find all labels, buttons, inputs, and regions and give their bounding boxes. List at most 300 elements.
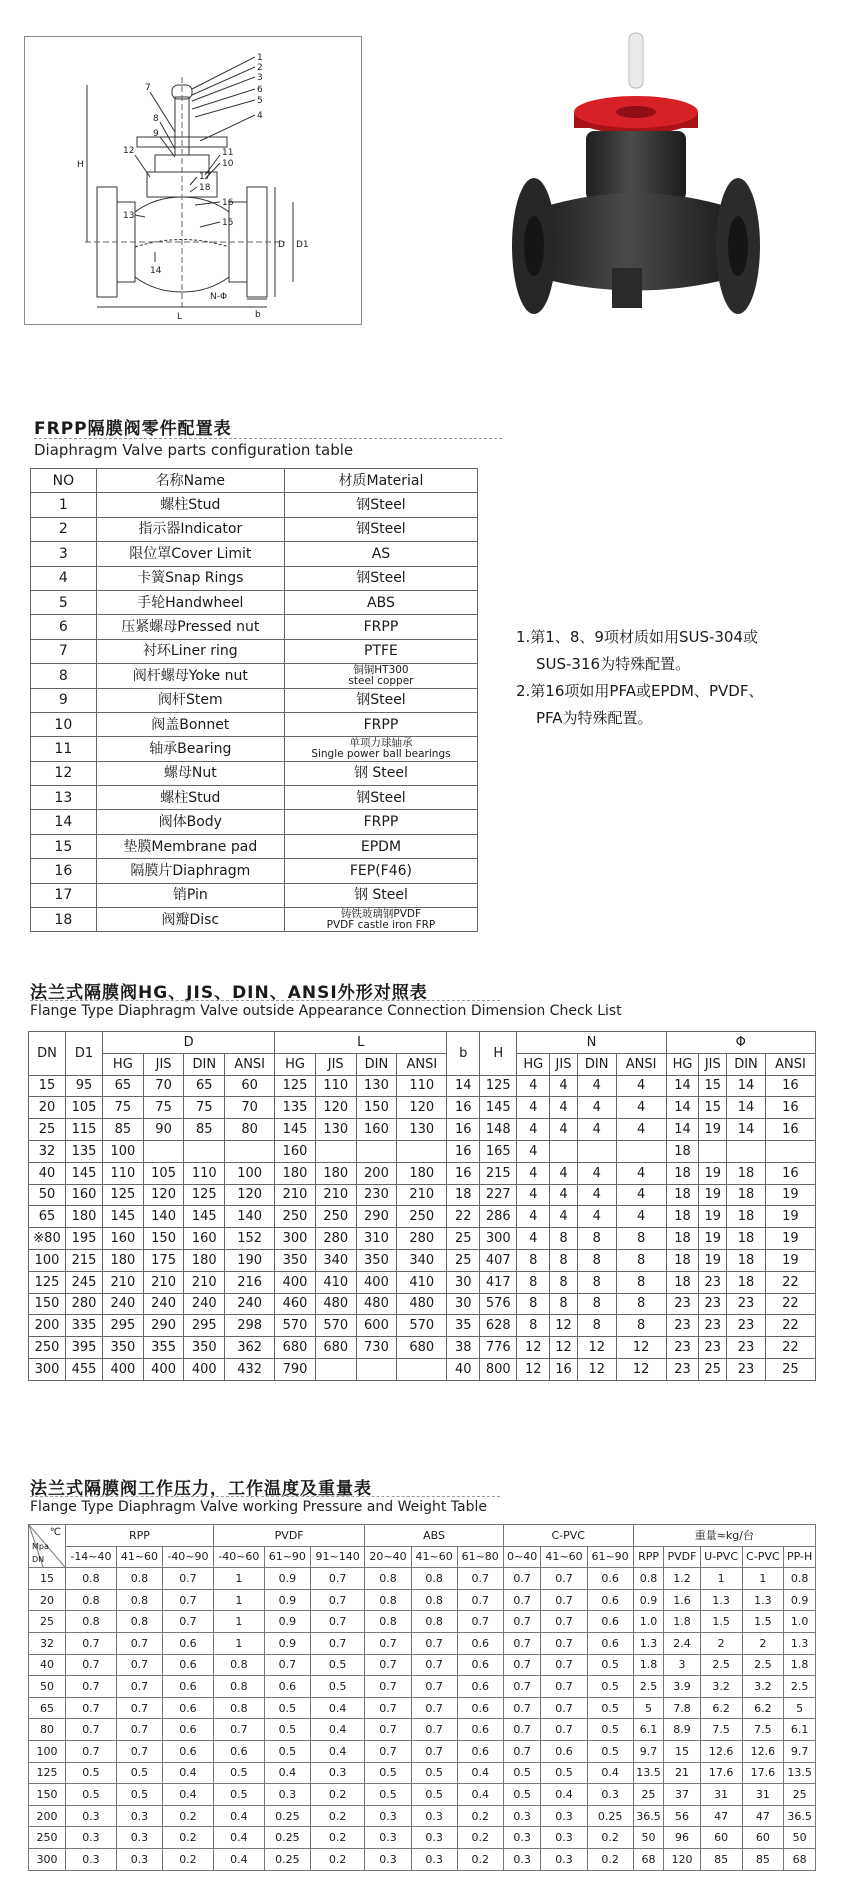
dims-cell: 340 [397, 1249, 447, 1271]
dims-cell: 18 [447, 1184, 480, 1206]
press-cell: 0.6 [457, 1654, 503, 1676]
press-cell: 2 [700, 1632, 742, 1654]
press-cell: 65 [29, 1697, 66, 1719]
dims-cell: 50 [29, 1184, 66, 1206]
dims-cell: 12 [577, 1337, 616, 1359]
press-cell: 300 [29, 1848, 66, 1870]
dims-std-header: ANSI [397, 1053, 447, 1075]
press-cell: 0.4 [163, 1762, 214, 1784]
press-cell: 250 [29, 1827, 66, 1849]
dims-cell: 407 [480, 1249, 517, 1271]
dims-cell: 23 [727, 1315, 766, 1337]
press-cell: 1.6 [664, 1589, 700, 1611]
dims-cell: 85 [184, 1119, 225, 1141]
part-material [284, 908, 477, 932]
dims-cell: 70 [225, 1097, 275, 1119]
dims-header: D [103, 1032, 275, 1054]
press-cell: 0.7 [541, 1611, 587, 1633]
table-row [31, 712, 478, 736]
dims-cell: 16 [765, 1097, 815, 1119]
dims-cell [315, 1358, 356, 1380]
part-material-line: Single power ball bearings [311, 747, 451, 760]
dims-cell: 180 [275, 1162, 316, 1184]
note-line: 2.第16项如用PFA或EPDM、PVDF、 [516, 682, 764, 700]
press-cell: 0.7 [310, 1589, 365, 1611]
press-cell: 68 [633, 1848, 664, 1870]
part-material [284, 737, 477, 761]
drawing-label: 13 [123, 211, 135, 221]
dims-cell: 18 [727, 1271, 766, 1293]
press-cell: 100 [29, 1740, 66, 1762]
table-row [29, 1206, 816, 1228]
drawing-label: 4 [257, 111, 263, 121]
dims-cell: 295 [184, 1315, 225, 1337]
dims-cell: 145 [184, 1206, 225, 1228]
press-range-header: RPP [633, 1546, 664, 1568]
table-row [31, 639, 478, 663]
press-cell: 0.5 [213, 1784, 264, 1806]
press-cell: 0.6 [587, 1589, 633, 1611]
dims-cell: 19 [699, 1249, 727, 1271]
press-cell: 0.7 [116, 1719, 162, 1741]
dims-cell: 4 [577, 1075, 616, 1097]
dims-cell: 125 [275, 1075, 316, 1097]
press-cell: 0.8 [411, 1589, 457, 1611]
dims-subtitle: Flange Type Diaphragm Valve outside Appearance Connection Dimension Check List [30, 1003, 622, 1019]
part-name: 手轮Handwheel [96, 590, 284, 614]
dims-cell: 250 [397, 1206, 447, 1228]
dims-cell: 180 [397, 1162, 447, 1184]
press-cell: 0.7 [503, 1676, 541, 1698]
dims-cell: 8 [550, 1228, 578, 1250]
table-row [29, 1271, 816, 1293]
part-name: 隔膜片Diaphragm [96, 859, 284, 883]
dims-group-row [29, 1032, 816, 1054]
dims-cell: 70 [143, 1075, 184, 1097]
press-cell: 0.9 [264, 1589, 310, 1611]
dims-cell [225, 1140, 275, 1162]
press-cell: 0.5 [213, 1762, 264, 1784]
press-cell: 0.8 [365, 1611, 411, 1633]
table-row [29, 1697, 816, 1719]
dims-cell: 298 [225, 1315, 275, 1337]
dims-cell: 4 [577, 1206, 616, 1228]
dims-cell: 680 [275, 1337, 316, 1359]
dims-cell: 300 [29, 1358, 66, 1380]
dims-cell: 240 [225, 1293, 275, 1315]
dims-cell: 4 [577, 1184, 616, 1206]
press-cell: 0.7 [163, 1568, 214, 1590]
press-cell: 0.6 [163, 1632, 214, 1654]
dims-cell: 18 [727, 1184, 766, 1206]
table-row [29, 1805, 816, 1827]
drawing-label: 12 [123, 146, 135, 156]
press-cell: 0.6 [587, 1568, 633, 1590]
press-cell: 1 [213, 1632, 264, 1654]
part-no: 5 [31, 590, 97, 614]
dims-cell: 110 [315, 1075, 356, 1097]
press-cell: 0.6 [457, 1719, 503, 1741]
press-cell: 47 [742, 1805, 784, 1827]
press-cell: 0.6 [457, 1697, 503, 1719]
press-cell: 20 [29, 1589, 66, 1611]
part-no: 3 [31, 542, 97, 566]
press-subtitle: Flange Type Diaphragm Valve working Pressure and Weight Table [30, 1499, 488, 1515]
dims-cell: 23 [727, 1358, 766, 1380]
press-corner-cell [29, 1525, 66, 1568]
press-cell: 0.8 [365, 1568, 411, 1590]
part-material [284, 664, 477, 688]
dims-cell: 776 [480, 1337, 517, 1359]
part-name: 阀体Body [96, 810, 284, 834]
press-cell: 0.4 [213, 1805, 264, 1827]
dims-cell: 215 [66, 1249, 103, 1271]
press-header: ABS [365, 1525, 503, 1547]
dims-cell: 16 [447, 1140, 480, 1162]
press-cell: 85 [700, 1848, 742, 1870]
dims-cell: 18 [727, 1206, 766, 1228]
press-cell: 40 [29, 1654, 66, 1676]
dims-cell: 75 [143, 1097, 184, 1119]
drawing-label: 16 [222, 198, 234, 208]
press-cell: 0.7 [66, 1676, 117, 1698]
dims-cell: 20 [29, 1097, 66, 1119]
press-cell: 0.2 [310, 1848, 365, 1870]
press-cell: 0.5 [66, 1784, 117, 1806]
dims-std-header: JIS [143, 1053, 184, 1075]
dims-cell [550, 1140, 578, 1162]
part-name: 阀杆螺母Yoke nut [96, 664, 284, 688]
dims-cell: 4 [517, 1097, 550, 1119]
press-range-header: 61~90 [587, 1546, 633, 1568]
dims-cell: 4 [517, 1162, 550, 1184]
part-name: 垫膜Membrane pad [96, 834, 284, 858]
dims-cell [356, 1358, 397, 1380]
dims-cell: 362 [225, 1337, 275, 1359]
part-name: 衬环Liner ring [96, 639, 284, 663]
dims-cell: 8 [517, 1249, 550, 1271]
press-cell: 0.6 [163, 1654, 214, 1676]
press-range-header: PVDF [664, 1546, 700, 1568]
press-range-header: 41~60 [541, 1546, 587, 1568]
press-range-header: C-PVC [742, 1546, 784, 1568]
part-material-line: 单项力球轴承 [349, 736, 413, 749]
dims-cell: 23 [666, 1293, 699, 1315]
dims-cell [315, 1140, 356, 1162]
dims-cell: 4 [517, 1075, 550, 1097]
dims-cell: 130 [315, 1119, 356, 1141]
dims-cell: 480 [356, 1293, 397, 1315]
press-cell: 0.5 [587, 1676, 633, 1698]
dims-cell: 23 [727, 1293, 766, 1315]
dims-cell: 15 [29, 1075, 66, 1097]
press-cell: 1.8 [633, 1654, 664, 1676]
dims-std-header: DIN [577, 1053, 616, 1075]
press-cell: 0.4 [457, 1762, 503, 1784]
part-no: 11 [31, 737, 97, 761]
dims-cell: 23 [727, 1337, 766, 1359]
header-no: NO [31, 469, 97, 493]
press-cell: 0.8 [116, 1568, 162, 1590]
dims-cell: 432 [225, 1358, 275, 1380]
dims-std-header: JIS [315, 1053, 356, 1075]
dims-cell: 12 [517, 1358, 550, 1380]
press-cell: 0.7 [541, 1589, 587, 1611]
dims-cell: 8 [577, 1228, 616, 1250]
dims-cell: 23 [699, 1271, 727, 1293]
dims-cell: 216 [225, 1271, 275, 1293]
table-row [29, 1162, 816, 1184]
dims-cell: 12 [577, 1358, 616, 1380]
press-cell: 12.6 [700, 1740, 742, 1762]
header-material: 材质Material [284, 469, 477, 493]
part-name: 阀瓣Disc [96, 908, 284, 932]
press-cell: 0.7 [503, 1719, 541, 1741]
part-material: EPDM [284, 834, 477, 858]
dims-cell: 280 [66, 1293, 103, 1315]
dims-cell: 19 [699, 1162, 727, 1184]
part-no: 2 [31, 517, 97, 541]
press-cell: 0.2 [310, 1827, 365, 1849]
press-cell: 0.5 [365, 1784, 411, 1806]
press-cell: 0.8 [66, 1568, 117, 1590]
dims-cell: 210 [315, 1184, 356, 1206]
press-range-header: -40~90 [163, 1546, 214, 1568]
dims-cell: 30 [447, 1293, 480, 1315]
drawing-label: H [77, 160, 84, 170]
dims-cell [397, 1358, 447, 1380]
press-header: PVDF [213, 1525, 365, 1547]
press-cell: 0.3 [116, 1805, 162, 1827]
press-range-header: PP-H [784, 1546, 816, 1568]
dims-cell: 110 [397, 1075, 447, 1097]
dims-cell: 250 [275, 1206, 316, 1228]
table-row [29, 1740, 816, 1762]
press-cell: 0.9 [264, 1611, 310, 1633]
dims-cell: 160 [66, 1184, 103, 1206]
press-cell: 0.5 [411, 1784, 457, 1806]
press-cell: 5 [784, 1697, 816, 1719]
press-cell: 0.9 [264, 1568, 310, 1590]
part-name: 螺柱Stud [96, 493, 284, 517]
press-cell: 2.4 [664, 1632, 700, 1654]
press-cell: 0.7 [163, 1589, 214, 1611]
press-cell: 9.7 [784, 1740, 816, 1762]
dims-cell: 125 [480, 1075, 517, 1097]
press-cell: 0.7 [365, 1697, 411, 1719]
dims-cell: 22 [765, 1271, 815, 1293]
press-cell: 1.0 [633, 1611, 664, 1633]
press-cell: 0.3 [66, 1848, 117, 1870]
press-cell: 0.3 [411, 1848, 457, 1870]
drawing-label: 1 [257, 53, 263, 63]
press-cell: 0.5 [264, 1697, 310, 1719]
press-cell: 1 [213, 1589, 264, 1611]
part-material: FEP(F46) [284, 859, 477, 883]
press-cell: 0.3 [365, 1805, 411, 1827]
dims-cell: 730 [356, 1337, 397, 1359]
press-range-header: 61~90 [264, 1546, 310, 1568]
table-row [29, 1119, 816, 1141]
press-cell: 6.2 [742, 1697, 784, 1719]
dims-cell: 8 [550, 1271, 578, 1293]
press-cell: 0.3 [503, 1848, 541, 1870]
press-cell: 17.6 [700, 1762, 742, 1784]
press-cell: 0.7 [503, 1611, 541, 1633]
press-cell: 0.5 [365, 1762, 411, 1784]
dims-cell: 23 [699, 1293, 727, 1315]
press-cell: 0.7 [116, 1697, 162, 1719]
dims-cell: 8 [577, 1293, 616, 1315]
drawing-label: 14 [150, 266, 162, 276]
press-cell: 47 [700, 1805, 742, 1827]
dims-cell: 19 [765, 1184, 815, 1206]
divider [34, 438, 502, 439]
dims-title: 法兰式隔膜阀HG、JIS、DIN、ANSI外形对照表 [30, 983, 428, 1003]
dims-cell: 25 [447, 1249, 480, 1271]
part-material-line: 铸铁玻璃钢PVDF [340, 907, 422, 920]
press-cell: 0.5 [503, 1762, 541, 1784]
dims-cell: 280 [397, 1228, 447, 1250]
dims-cell: 4 [517, 1119, 550, 1141]
dims-cell: 12 [517, 1337, 550, 1359]
press-cell: 0.4 [163, 1784, 214, 1806]
dims-cell: 480 [315, 1293, 356, 1315]
dims-cell: 95 [66, 1075, 103, 1097]
press-cell: 0.3 [365, 1827, 411, 1849]
part-no: 16 [31, 859, 97, 883]
dims-cell: 250 [29, 1337, 66, 1359]
press-cell: 0.5 [310, 1676, 365, 1698]
dims-cell: 790 [275, 1358, 316, 1380]
press-cell: 0.7 [411, 1740, 457, 1762]
dims-cell: 4 [517, 1228, 550, 1250]
dims-cell: 8 [616, 1228, 666, 1250]
press-cell: 0.7 [541, 1568, 587, 1590]
dims-cell [184, 1140, 225, 1162]
press-cell: 0.4 [541, 1784, 587, 1806]
part-no: 12 [31, 761, 97, 785]
dims-cell: 30 [447, 1271, 480, 1293]
dims-cell: 23 [699, 1315, 727, 1337]
press-cell: 0.5 [541, 1762, 587, 1784]
press-cell: 0.4 [213, 1848, 264, 1870]
valve-photo-svg [500, 28, 770, 328]
dims-cell: 4 [550, 1206, 578, 1228]
press-cell: 5 [633, 1697, 664, 1719]
table-row [29, 1676, 816, 1698]
dims-cell: 16 [447, 1162, 480, 1184]
table-row [31, 883, 478, 907]
dims-cell: 210 [143, 1271, 184, 1293]
dims-cell: 40 [29, 1162, 66, 1184]
press-cell: 0.25 [587, 1805, 633, 1827]
dims-cell [143, 1140, 184, 1162]
dims-cell: 215 [480, 1162, 517, 1184]
dims-cell: 35 [447, 1315, 480, 1337]
press-header: 重量≈kg/台 [633, 1525, 815, 1547]
press-cell: 56 [664, 1805, 700, 1827]
press-cell: 0.8 [66, 1589, 117, 1611]
press-cell: 0.9 [264, 1632, 310, 1654]
dims-std-header: HG [517, 1053, 550, 1075]
dims-cell: 19 [765, 1228, 815, 1250]
dims-cell: 4 [550, 1097, 578, 1119]
dims-cell: 175 [143, 1249, 184, 1271]
dims-cell: 340 [315, 1249, 356, 1271]
dims-cell [577, 1140, 616, 1162]
dims-cell: 680 [315, 1337, 356, 1359]
press-cell: 1.8 [664, 1611, 700, 1633]
dims-cell: 25 [29, 1119, 66, 1141]
press-cell: 0.7 [457, 1568, 503, 1590]
dims-cell: 16 [447, 1119, 480, 1141]
part-no: 4 [31, 566, 97, 590]
table-row [31, 761, 478, 785]
part-name: 阀杆Stem [96, 688, 284, 712]
press-cell: 0.3 [411, 1827, 457, 1849]
dims-cell: 32 [29, 1140, 66, 1162]
table-row [31, 542, 478, 566]
press-cell: 0.5 [503, 1784, 541, 1806]
dims-cell: 130 [356, 1075, 397, 1097]
dims-cell: 25 [699, 1358, 727, 1380]
press-cell: 0.7 [116, 1632, 162, 1654]
part-no: 1 [31, 493, 97, 517]
press-cell: 0.2 [457, 1805, 503, 1827]
dims-cell: 23 [666, 1337, 699, 1359]
press-cell: 0.8 [365, 1589, 411, 1611]
dims-cell: 22 [765, 1315, 815, 1337]
part-name: 螺母Nut [96, 761, 284, 785]
press-cell: 9.7 [633, 1740, 664, 1762]
dims-cell: 40 [447, 1358, 480, 1380]
part-name: 指示器Indicator [96, 517, 284, 541]
dims-cell: 14 [447, 1075, 480, 1097]
dims-cell: 18 [666, 1228, 699, 1250]
dims-cell: 195 [66, 1228, 103, 1250]
table-row [29, 1611, 816, 1633]
press-cell: 7.8 [664, 1697, 700, 1719]
dims-cell: 22 [765, 1293, 815, 1315]
dims-cell: 8 [616, 1249, 666, 1271]
dims-cell: 410 [315, 1271, 356, 1293]
press-cell: 60 [700, 1827, 742, 1849]
press-range-header: -14~40 [66, 1546, 117, 1568]
press-cell: 2.5 [633, 1676, 664, 1698]
drawing-label: 10 [222, 159, 234, 169]
dims-cell: 23 [699, 1337, 727, 1359]
parts-subtitle: Diaphragm Valve parts configuration table [34, 441, 354, 459]
dims-cell: 145 [66, 1162, 103, 1184]
dims-header: Φ [666, 1032, 815, 1054]
dims-cell: 18 [666, 1271, 699, 1293]
drawing-label: 18 [199, 183, 211, 193]
press-cell: 1 [700, 1568, 742, 1590]
dims-cell: 38 [447, 1337, 480, 1359]
dims-cell: 22 [447, 1206, 480, 1228]
press-cell: 0.7 [503, 1654, 541, 1676]
press-cell: 1 [742, 1568, 784, 1590]
press-cell: 85 [742, 1848, 784, 1870]
part-material: 钢Steel [284, 566, 477, 590]
dims-cell: 18 [727, 1162, 766, 1184]
dims-cell: 16 [447, 1097, 480, 1119]
press-cell: 31 [700, 1784, 742, 1806]
press-cell: 0.8 [116, 1589, 162, 1611]
dims-cell: 4 [616, 1206, 666, 1228]
drawing-label: 2 [257, 63, 263, 73]
